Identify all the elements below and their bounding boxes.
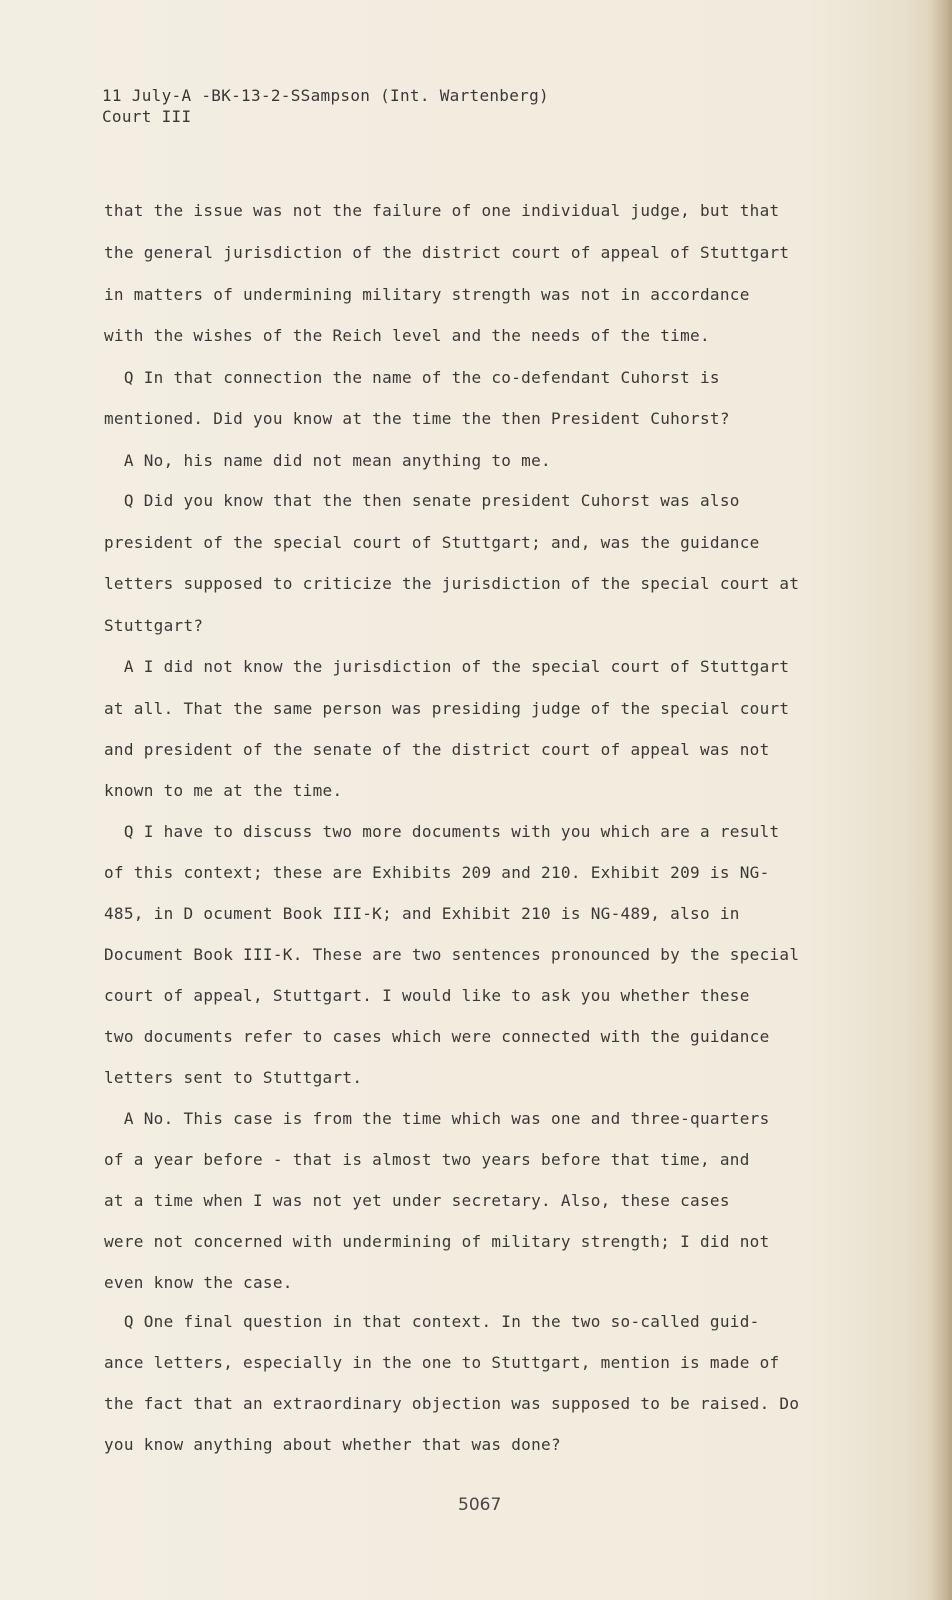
transcript-line: were not concerned with undermining of military strength; I did not (104, 1232, 770, 1251)
transcript-line: president of the special court of Stuttgart; and, was the guidance (104, 533, 760, 552)
header-court-line: Court III (102, 107, 192, 126)
transcript-line: letters supposed to criticize the jurisdiction of the special court at (104, 574, 800, 593)
page-number: 5067 (458, 1495, 502, 1515)
transcript-line: with the wishes of the Reich level and the needs of the time. (104, 326, 710, 345)
transcript-line: known to me at the time. (104, 781, 343, 800)
transcript-line: two documents refer to cases which were connected with the guidance (104, 1027, 770, 1046)
transcript-line: of this context; these are Exhibits 209 and 210. Exhibit 209 is NG- (104, 863, 770, 882)
transcript-line: the general jurisdiction of the district court of appeal of Stuttgart (104, 243, 790, 262)
transcript-line: ance letters, especially in the one to Stuttgart, mention is made of (104, 1353, 780, 1372)
document-header (102, 85, 549, 127)
transcript-line: Q One final question in that context. In the two so-called guid- (104, 1312, 760, 1331)
transcript-line: court of appeal, Stuttgart. I would like to ask you whether these (104, 986, 750, 1005)
transcript-line: of a year before - that is almost two years before that time, and (104, 1150, 750, 1169)
transcript-line: A No. This case is from the time which was one and three-quarters (104, 1109, 770, 1128)
transcript-line: Stuttgart? (104, 616, 204, 635)
header-session-line: 11 July-A -BK-13-2-SSampson (Int. Wartenberg) (102, 86, 549, 105)
transcript-line: A I did not know the jurisdiction of the special court of Stuttgart (104, 657, 790, 676)
transcript-line: and president of the senate of the district court of appeal was not (104, 740, 770, 759)
transcript-line: in matters of undermining military strength was not in accordance (104, 285, 750, 304)
transcript-line: that the issue was not the failure of one individual judge, but that (104, 201, 780, 220)
transcript-line: at a time when I was not yet under secretary. Also, these cases (104, 1191, 730, 1210)
transcript-line: the fact that an extraordinary objection was supposed to be raised. Do (104, 1394, 800, 1413)
transcript-line: Q In that connection the name of the co-defendant Cuhorst is (104, 368, 720, 387)
transcript-line: even know the case. (104, 1273, 293, 1292)
transcript-line: Q I have to discuss two more documents with you which are a result (104, 822, 780, 841)
transcript-line: A No, his name did not mean anything to me. (104, 451, 551, 470)
transcript-line: letters sent to Stuttgart. (104, 1068, 363, 1087)
transcript-line: you know anything about whether that was done? (104, 1435, 561, 1454)
transcript-line: Q Did you know that the then senate president Cuhorst was also (104, 491, 740, 510)
transcript-line: mentioned. Did you know at the time the then President Cuhorst? (104, 409, 730, 428)
transcript-line: 485, in D ocument Book III-K; and Exhibit 210 is NG-489, also in (104, 904, 740, 923)
transcript-line: Document Book III-K. These are two sentences pronounced by the special (104, 945, 800, 964)
transcript-line: at all. That the same person was presiding judge of the special court (104, 699, 790, 718)
page-edge-shadow (930, 0, 952, 1600)
